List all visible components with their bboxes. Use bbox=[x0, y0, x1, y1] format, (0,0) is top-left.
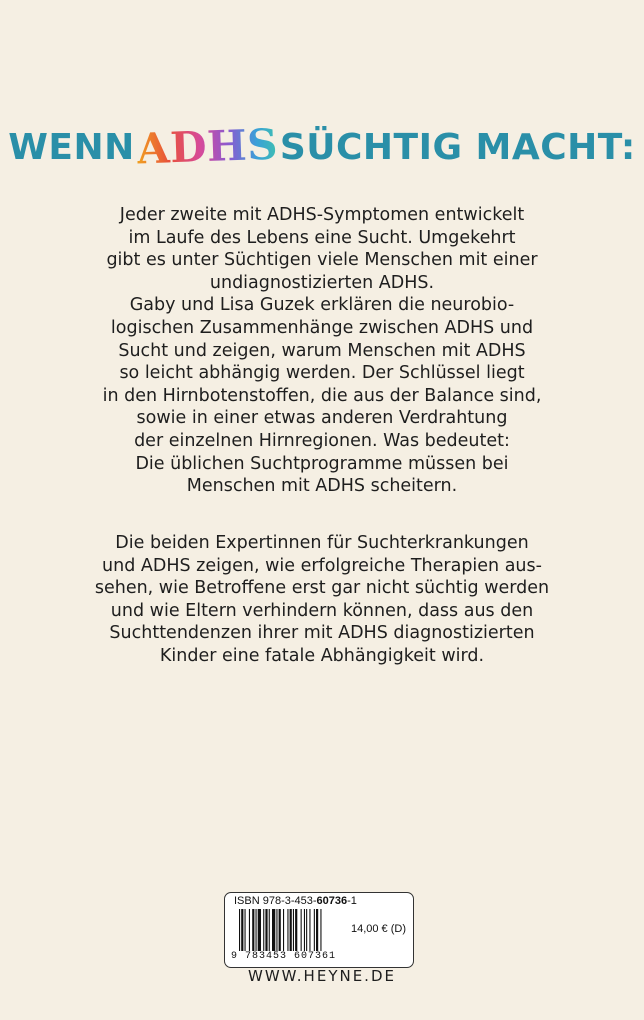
text-line: Kinder eine fatale Abhängigkeit wird. bbox=[159, 645, 485, 666]
text-line: Die üblichen Suchtprogramme müssen bei bbox=[135, 453, 509, 474]
text-line: gibt es unter Süchtigen viele Menschen mit einer bbox=[106, 250, 538, 271]
headline-before: WENN bbox=[8, 127, 135, 168]
text-line: Sucht und zeigen, warum Menschen mit ADHS bbox=[118, 340, 526, 361]
barcode-digits: 9 783453 607361 bbox=[231, 951, 337, 962]
text-line: so leicht abhängig werden. Der Schlüssel liegt bbox=[119, 363, 525, 384]
text-line: Jeder zweite mit ADHS-Symptomen entwickelt bbox=[119, 205, 525, 225]
headline-adhs-logo: ADHS bbox=[135, 119, 279, 174]
text-line: logischen Zusammenhänge zwischen ADHS und bbox=[110, 317, 534, 338]
text-line: Suchttendenzen ihrer mit ADHS diagnostizierten bbox=[109, 623, 535, 644]
publisher-url: WWW.HEYNE.DE bbox=[248, 967, 396, 985]
text-line: undiagnostizierten ADHS. bbox=[209, 272, 435, 293]
headline bbox=[0, 119, 644, 174]
text-line: in den Hirnbotenstoffen, die aus der Balance sind, bbox=[102, 385, 542, 406]
isbn-text bbox=[234, 895, 357, 907]
text-line: sehen, wie Betroffene erst gar nicht süchtig werden bbox=[94, 578, 550, 599]
barcode-box bbox=[224, 892, 414, 968]
blurb-paragraph-1 bbox=[72, 204, 572, 498]
text-line: Die beiden Expertinnen für Suchterkrankungen bbox=[115, 533, 529, 553]
text-line: Menschen mit ADHS scheitern. bbox=[186, 476, 458, 497]
isbn-bold: 60736 bbox=[316, 895, 348, 907]
price-label: 14,00 € (D) bbox=[350, 923, 406, 935]
headline-after: SÜCHTIG MACHT: bbox=[279, 127, 636, 168]
barcode-bars bbox=[239, 909, 349, 951]
isbn-prefix: ISBN 978-3-453- bbox=[234, 895, 317, 907]
text-line: und ADHS zeigen, wie erfolgreiche Therapien aus- bbox=[102, 555, 542, 576]
isbn-suffix: -1 bbox=[347, 895, 357, 907]
text-line: im Laufe des Lebens eine Sucht. Umgekehrt bbox=[128, 227, 516, 248]
text-line: sowie in einer etwas anderen Verdrahtung bbox=[136, 408, 508, 429]
text-line: und wie Eltern verhindern können, dass aus den bbox=[110, 600, 534, 621]
text-line: der einzelnen Hirnregionen. Was bedeutet: bbox=[134, 430, 510, 451]
blurb-paragraph-2 bbox=[72, 532, 572, 668]
text-line: Gaby und Lisa Guzek erklären die neurobio- bbox=[129, 295, 515, 316]
